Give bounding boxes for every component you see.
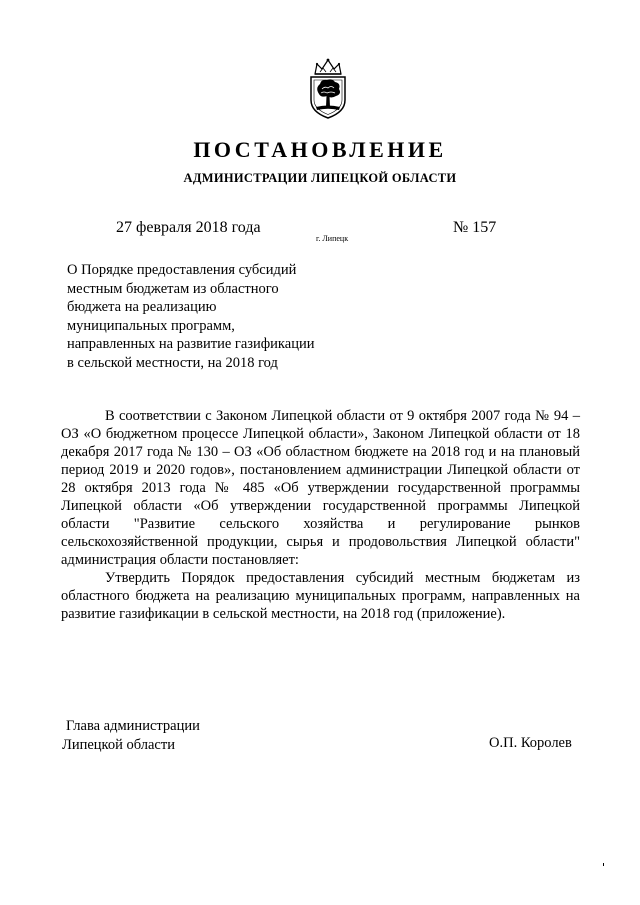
document-city: г. Липецк <box>316 234 349 243</box>
signatory-position <box>62 717 200 754</box>
body-paragraph-resolution: Утвердить Порядок предоставления субсидий местным бюджетам из областного бюджета на реализацию муниципальных программ, направленных на развитие газификации в сельской местности, на 2018 год (приложение). <box>61 570 580 622</box>
subject-line: в сельской местности, на 2018 год <box>67 354 278 371</box>
issuing-authority: АДМИНИСТРАЦИИ ЛИПЕЦКОЙ ОБЛАСТИ <box>183 171 457 185</box>
document-date: 27 февраля 2018 года <box>116 219 261 236</box>
subject-line: местным бюджетам из областного <box>67 280 279 297</box>
document-subject <box>67 261 367 372</box>
signatory-name: О.П. Королев <box>489 735 572 751</box>
document-title: ПОСТАНОВЛЕНИЕ <box>193 137 447 162</box>
signatory-position-line: Липецкой области <box>62 736 175 753</box>
subject-line: бюджета на реализацию <box>67 299 217 315</box>
signatory-position-line: Глава администрации <box>66 718 200 734</box>
subject-line: направленных на развитие газификации <box>67 336 315 352</box>
document-body <box>61 407 580 623</box>
document-number: № 157 <box>453 219 497 236</box>
subject-line: муниципальных программ, <box>67 317 235 334</box>
page-mark <box>603 863 604 866</box>
subject-line: О Порядке предоставления субсидий <box>67 262 297 278</box>
coat-of-arms-emblem-icon <box>303 56 353 120</box>
body-paragraph-preamble: В соответствии с Законом Липецкой области от 9 октября 2007 года № 94 – ОЗ «О бюджетном процессе Липецкой области», Законом Липецкой области от 18 декабря 2017 года № 130 – ОЗ «Об областном бюджете на 2018 год и на плановый период 2019 и 2020 годов», постановлением администрации Липецкой области от 28 октября 2013 года № 485 «Об утверждении государственной программы Липецкой области «Об утверждении государственной программы Липецкой области "Развитие сельского хозяйства и регулирование рынков сельскохозяйственной продукции, сырья и продовольствия Липецкой области" администрация области постановляет: <box>61 408 580 568</box>
